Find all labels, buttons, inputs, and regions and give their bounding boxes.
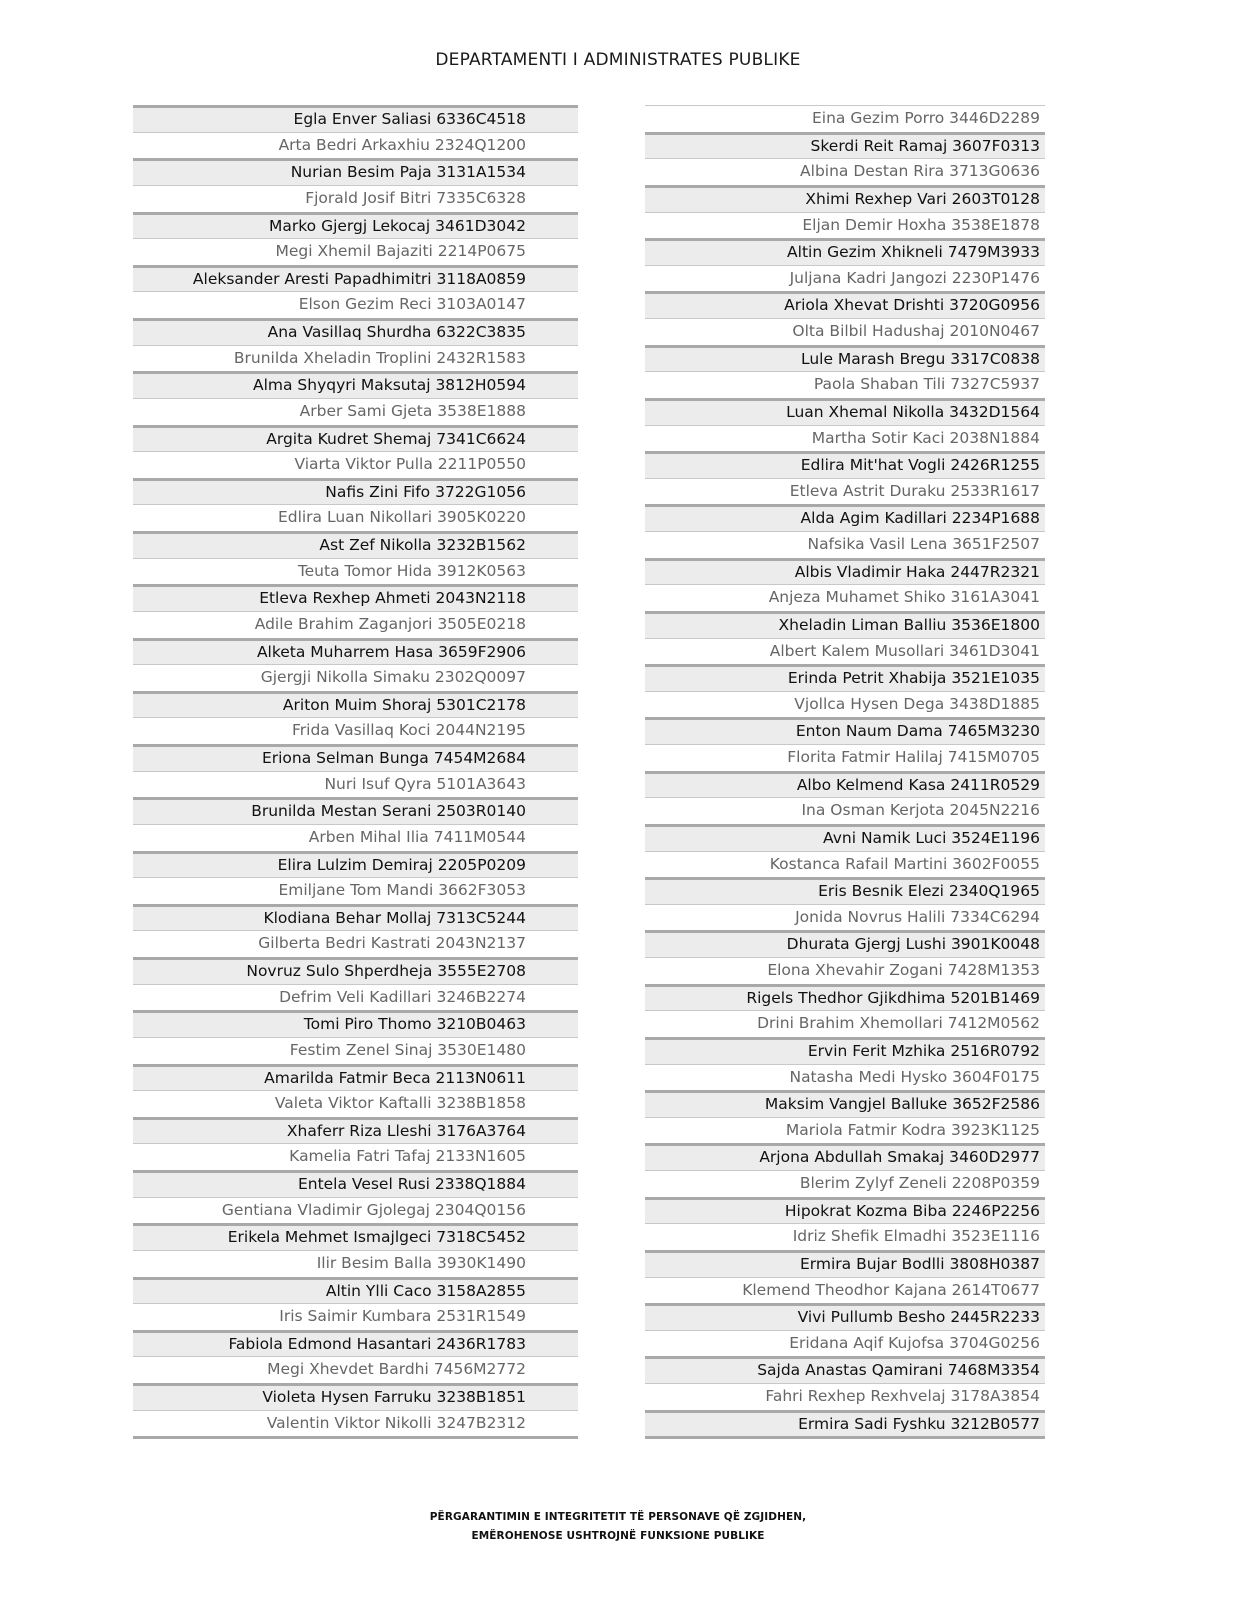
list-item: Marko Gjergj Lekocaj 3461D3042 bbox=[133, 212, 578, 239]
list-item: Idriz Shefik Elmadhi 3523E1116 bbox=[645, 1223, 1045, 1250]
list-item: Egla Enver Saliasi 6336C4518 bbox=[133, 105, 578, 132]
list-item: Fjorald Josif Bitri 7335C6328 bbox=[133, 185, 578, 212]
list-item: Teuta Tomor Hida 3912K0563 bbox=[133, 558, 578, 585]
list-item: Alda Agim Kadillari 2234P1688 bbox=[645, 504, 1045, 531]
list-item: Fahri Rexhep Rexhvelaj 3178A3854 bbox=[645, 1383, 1045, 1410]
list-item: Gjergji Nikolla Simaku 2302Q0097 bbox=[133, 664, 578, 691]
footer-line-2: EMËROHENOSE USHTROJNË FUNKSIONE PUBLIKE bbox=[471, 1530, 765, 1542]
list-item: Arjona Abdullah Smakaj 3460D2977 bbox=[645, 1143, 1045, 1170]
footer bbox=[0, 1508, 1236, 1546]
list-item: Hipokrat Kozma Biba 2246P2256 bbox=[645, 1197, 1045, 1224]
list-item: Avni Namik Luci 3524E1196 bbox=[645, 824, 1045, 851]
list-item: Edlira Luan Nikollari 3905K0220 bbox=[133, 504, 578, 531]
list-item: Ermira Sadi Fyshku 3212B0577 bbox=[645, 1410, 1045, 1437]
list-item: Defrim Veli Kadillari 3246B2274 bbox=[133, 984, 578, 1011]
list-item: Nuri Isuf Qyra 5101A3643 bbox=[133, 771, 578, 798]
list-item: Eina Gezim Porro 3446D2289 bbox=[645, 105, 1045, 132]
list-item: Maksim Vangjel Balluke 3652F2586 bbox=[645, 1090, 1045, 1117]
list-item: Valeta Viktor Kaftalli 3238B1858 bbox=[133, 1090, 578, 1117]
list-item: Alketa Muharrem Hasa 3659F2906 bbox=[133, 638, 578, 665]
list-item: Juljana Kadri Jangozi 2230P1476 bbox=[645, 265, 1045, 292]
page-title: DEPARTAMENTI I ADMINISTRATES PUBLIKE bbox=[435, 50, 801, 70]
list-item: Lule Marash Bregu 3317C0838 bbox=[645, 345, 1045, 372]
list-item: Martha Sotir Kaci 2038N1884 bbox=[645, 425, 1045, 452]
list-item: Luan Xhemal Nikolla 3432D1564 bbox=[645, 398, 1045, 425]
list-item: Xhaferr Riza Lleshi 3176A3764 bbox=[133, 1117, 578, 1144]
list-item: Elson Gezim Reci 3103A0147 bbox=[133, 291, 578, 318]
list-item: Eridana Aqif Kujofsa 3704G0256 bbox=[645, 1330, 1045, 1357]
list-item: Adile Brahim Zaganjori 3505E0218 bbox=[133, 611, 578, 638]
list-item: Vjollca Hysen Dega 3438D1885 bbox=[645, 691, 1045, 718]
list-item: Ana Vasillaq Shurdha 6322C3835 bbox=[133, 318, 578, 345]
list-item: Altin Ylli Caco 3158A2855 bbox=[133, 1277, 578, 1304]
right-name-list bbox=[645, 105, 1045, 1439]
list-item: Iris Saimir Kumbara 2531R1549 bbox=[133, 1303, 578, 1330]
list-item: Arben Mihal Ilia 7411M0544 bbox=[133, 824, 578, 851]
list-item: Ilir Besim Balla 3930K1490 bbox=[133, 1250, 578, 1277]
list-item: Mariola Fatmir Kodra 3923K1125 bbox=[645, 1117, 1045, 1144]
list-item: Elona Xhevahir Zogani 7428M1353 bbox=[645, 957, 1045, 984]
list-item: Arber Sami Gjeta 3538E1888 bbox=[133, 398, 578, 425]
list-item: Elira Lulzim Demiraj 2205P0209 bbox=[133, 851, 578, 878]
list-item: Eris Besnik Elezi 2340Q1965 bbox=[645, 877, 1045, 904]
list-item: Olta Bilbil Hadushaj 2010N0467 bbox=[645, 318, 1045, 345]
list-item: Viarta Viktor Pulla 2211P0550 bbox=[133, 451, 578, 478]
list-item: Ariola Xhevat Drishti 3720G0956 bbox=[645, 291, 1045, 318]
list-item: Gentiana Vladimir Gjolegaj 2304Q0156 bbox=[133, 1197, 578, 1224]
list-item: Nafis Zini Fifo 3722G1056 bbox=[133, 478, 578, 505]
list-item: Gilberta Bedri Kastrati 2043N2137 bbox=[133, 930, 578, 957]
list-item: Eljan Demir Hoxha 3538E1878 bbox=[645, 212, 1045, 239]
list-item: Rigels Thedhor Gjikdhima 5201B1469 bbox=[645, 984, 1045, 1011]
list-item: Albis Vladimir Haka 2447R2321 bbox=[645, 558, 1045, 585]
footer-line-1: PËRGARANTIMIN E INTEGRITETIT TË PERSONAVE QË ZGJIDHEN, bbox=[429, 1511, 807, 1523]
list-item: Ariton Muim Shoraj 5301C2178 bbox=[133, 691, 578, 718]
list-item: Enton Naum Dama 7465M3230 bbox=[645, 717, 1045, 744]
list-item: Tomi Piro Thomo 3210B0463 bbox=[133, 1010, 578, 1037]
list-item: Albert Kalem Musollari 3461D3041 bbox=[645, 638, 1045, 665]
list-item: Vivi Pullumb Besho 2445R2233 bbox=[645, 1303, 1045, 1330]
list-item: Etleva Astrit Duraku 2533R1617 bbox=[645, 478, 1045, 505]
list-item: Blerim Zylyf Zeneli 2208P0359 bbox=[645, 1170, 1045, 1197]
list-item: Argita Kudret Shemaj 7341C6624 bbox=[133, 425, 578, 452]
list-item: Megi Xhevdet Bardhi 7456M2772 bbox=[133, 1356, 578, 1383]
list-item: Klodiana Behar Mollaj 7313C5244 bbox=[133, 904, 578, 931]
list-item: Violeta Hysen Farruku 3238B1851 bbox=[133, 1383, 578, 1410]
list-item: Ast Zef Nikolla 3232B1562 bbox=[133, 531, 578, 558]
list-item: Kamelia Fatri Tafaj 2133N1605 bbox=[133, 1143, 578, 1170]
list-item: Arta Bedri Arkaxhiu 2324Q1200 bbox=[133, 132, 578, 159]
list-item: Natasha Medi Hysko 3604F0175 bbox=[645, 1064, 1045, 1091]
list-item: Xheladin Liman Balliu 3536E1800 bbox=[645, 611, 1045, 638]
list-item: Emiljane Tom Mandi 3662F3053 bbox=[133, 877, 578, 904]
list-item: Edlira Mit'hat Vogli 2426R1255 bbox=[645, 451, 1045, 478]
list-item: Florita Fatmir Halilaj 7415M0705 bbox=[645, 744, 1045, 771]
list-item: Ina Osman Kerjota 2045N2216 bbox=[645, 797, 1045, 824]
list-item: Skerdi Reit Ramaj 3607F0313 bbox=[645, 132, 1045, 159]
list-item: Entela Vesel Rusi 2338Q1884 bbox=[133, 1170, 578, 1197]
list-item: Etleva Rexhep Ahmeti 2043N2118 bbox=[133, 584, 578, 611]
list-item: Albina Destan Rira 3713G0636 bbox=[645, 158, 1045, 185]
column-bottom-rule bbox=[133, 1436, 578, 1439]
list-item: Kostanca Rafail Martini 3602F0055 bbox=[645, 851, 1045, 878]
list-item: Jonida Novrus Halili 7334C6294 bbox=[645, 904, 1045, 931]
list-item: Aleksander Aresti Papadhimitri 3118A0859 bbox=[133, 265, 578, 292]
list-item: Ermira Bujar Bodlli 3808H0387 bbox=[645, 1250, 1045, 1277]
list-item: Anjeza Muhamet Shiko 3161A3041 bbox=[645, 584, 1045, 611]
list-item: Frida Vasillaq Koci 2044N2195 bbox=[133, 717, 578, 744]
list-item: Brunilda Mestan Serani 2503R0140 bbox=[133, 797, 578, 824]
list-item: Altin Gezim Xhikneli 7479M3933 bbox=[645, 238, 1045, 265]
column-bottom-rule bbox=[645, 1436, 1045, 1439]
list-item: Drini Brahim Xhemollari 7412M0562 bbox=[645, 1010, 1045, 1037]
list-item: Erikela Mehmet Ismajlgeci 7318C5452 bbox=[133, 1223, 578, 1250]
list-item: Novruz Sulo Shperdheja 3555E2708 bbox=[133, 957, 578, 984]
list-item: Xhimi Rexhep Vari 2603T0128 bbox=[645, 185, 1045, 212]
list-item: Nafsika Vasil Lena 3651F2507 bbox=[645, 531, 1045, 558]
list-item: Albo Kelmend Kasa 2411R0529 bbox=[645, 771, 1045, 798]
left-name-list bbox=[133, 105, 578, 1439]
list-item: Brunilda Xheladin Troplini 2432R1583 bbox=[133, 345, 578, 372]
list-item: Dhurata Gjergj Lushi 3901K0048 bbox=[645, 930, 1045, 957]
list-item: Alma Shyqyri Maksutaj 3812H0594 bbox=[133, 371, 578, 398]
list-item: Sajda Anastas Qamirani 7468M3354 bbox=[645, 1356, 1045, 1383]
list-item: Fabiola Edmond Hasantari 2436R1783 bbox=[133, 1330, 578, 1357]
list-item: Klemend Theodhor Kajana 2614T0677 bbox=[645, 1277, 1045, 1304]
list-item: Festim Zenel Sinaj 3530E1480 bbox=[133, 1037, 578, 1064]
list-item: Megi Xhemil Bajaziti 2214P0675 bbox=[133, 238, 578, 265]
list-item: Nurian Besim Paja 3131A1534 bbox=[133, 158, 578, 185]
list-item: Erinda Petrit Xhabija 3521E1035 bbox=[645, 664, 1045, 691]
list-item: Valentin Viktor Nikolli 3247B2312 bbox=[133, 1410, 578, 1437]
list-item: Paola Shaban Tili 7327C5937 bbox=[645, 371, 1045, 398]
list-item: Eriona Selman Bunga 7454M2684 bbox=[133, 744, 578, 771]
list-item: Amarilda Fatmir Beca 2113N0611 bbox=[133, 1064, 578, 1091]
list-item: Ervin Ferit Mzhika 2516R0792 bbox=[645, 1037, 1045, 1064]
